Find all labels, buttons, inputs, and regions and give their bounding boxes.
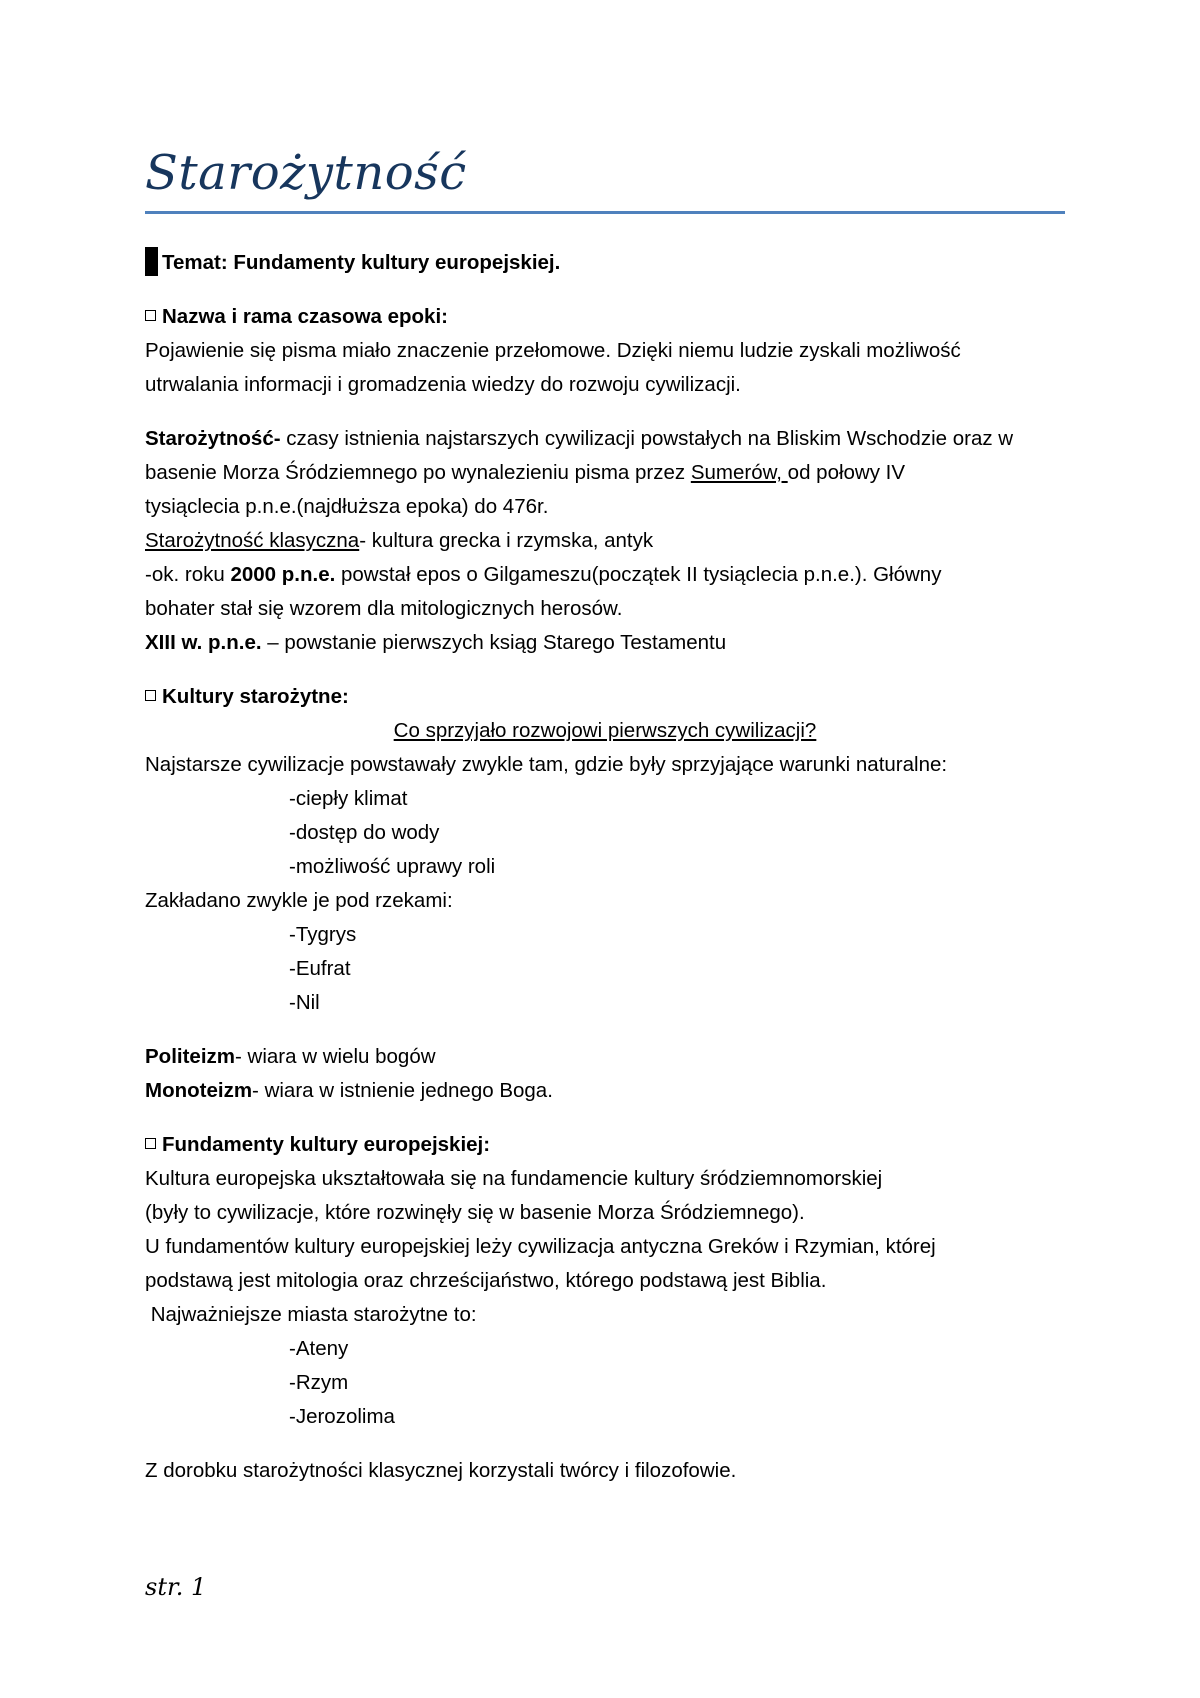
definition-line: Starożytność- czasy istnienia najstarszych cywilizacji powstałych na Bliskim Wschodzie oraz w (145, 427, 1014, 450)
city-item: -Jerozolima (289, 1405, 395, 1428)
classic-term: Starożytność klasyczna (145, 529, 360, 552)
river-item: -Eufrat (289, 957, 351, 980)
definition-line: basenie Morza Śródziemnego po wynalezieniu pisma przez Sumerów, od połowy IV (145, 461, 906, 484)
city-item: -Ateny (289, 1337, 349, 1360)
river-item: -Nil (289, 991, 320, 1014)
monotheism-term: Monoteizm (145, 1079, 253, 1102)
page-number: str. 1 (145, 1573, 207, 1601)
city-item: -Rzym (289, 1371, 349, 1394)
document-title: Starożytność (145, 145, 467, 201)
sumerians-link: Sumerów, (690, 461, 788, 484)
paragraph-line: utrwalania informacji i gromadzenia wiedzy do rozwoju cywilizacji. (145, 373, 741, 396)
definition-term: Starożytność- (145, 427, 281, 450)
classic-definition-line: Starożytność klasyczna- kultura grecka i rzymska, antyk (145, 529, 654, 552)
paragraph-line: Kultura europejska ukształtowała się na fundamencie kultury śródziemnomorskiej (145, 1167, 883, 1190)
paragraph-line: Pojawienie się pisma miało znaczenie przełomowe. Dzięki niemu ludzie zyskali możliwość (145, 339, 961, 362)
paragraph-line: podstawą jest mitologia oraz chrześcijaństwo, którego podstawą jest Biblia. (145, 1269, 827, 1292)
condition-item: -dostęp do wody (289, 821, 440, 844)
condition-item: -ciepły klimat (289, 787, 408, 810)
document-body (145, 246, 1065, 1488)
topic-marker-bar (145, 247, 158, 276)
old-testament-date: XIII w. p.n.e. (145, 631, 262, 654)
topic-heading: Temat: Fundamenty kultury europejskiej. (162, 251, 561, 274)
gilgamesh-year: 2000 p.n.e. (230, 563, 336, 586)
question-heading: Co sprzyjało rozwojowi pierwszych cywilizacji? (393, 719, 817, 742)
section-ancient-heading: Kultury starożytne: (145, 680, 1065, 714)
monotheism-line: Monoteizm- wiara w istnienie jednego Boga. (145, 1079, 553, 1102)
checkbox-bullet-icon (145, 1138, 156, 1149)
gilgamesh-line: bohater stał się wzorem dla mitologicznych herosów. (145, 597, 623, 620)
paragraph-line: (były to cywilizacje, które rozwinęły się w basenie Morza Śródziemnego). (145, 1201, 805, 1224)
closing-line: Z dorobku starożytności klasycznej korzystali twórcy i filozofowie. (145, 1459, 737, 1482)
condition-item: -możliwość uprawy roli (289, 855, 496, 878)
definition-line: tysiąclecia p.n.e.(najdłuższa epoka) do 476r. (145, 495, 549, 518)
title-underline-rule (145, 211, 1065, 214)
paragraph-line: Zakładano zwykle je pod rzekami: (145, 889, 453, 912)
paragraph-line: U fundamentów kultury europejskiej leży cywilizacja antyczna Greków i Rzymian, której (145, 1235, 936, 1258)
topic-line (145, 246, 1065, 280)
section-foundations-heading: Fundamenty kultury europejskiej: (145, 1128, 1065, 1162)
paragraph-line: Najstarsze cywilizacje powstawały zwykle tam, gdzie były sprzyjające warunki naturalne: (145, 753, 948, 776)
polytheism-line: Politeizm- wiara w wielu bogów (145, 1045, 436, 1068)
checkbox-bullet-icon (145, 310, 156, 321)
paragraph-line: Najważniejsze miasta starożytne to: (145, 1303, 477, 1326)
section-era-heading: Nazwa i rama czasowa epoki: (145, 300, 1065, 334)
checkbox-bullet-icon (145, 690, 156, 701)
old-testament-line: XIII w. p.n.e. – powstanie pierwszych ksiąg Starego Testamentu (145, 631, 727, 654)
river-item: -Tygrys (289, 923, 357, 946)
gilgamesh-line: -ok. roku 2000 p.n.e. powstał epos o Gilgameszu(początek II tysiąclecia p.n.e.). Główny (145, 563, 942, 586)
polytheism-term: Politeizm (145, 1045, 235, 1068)
